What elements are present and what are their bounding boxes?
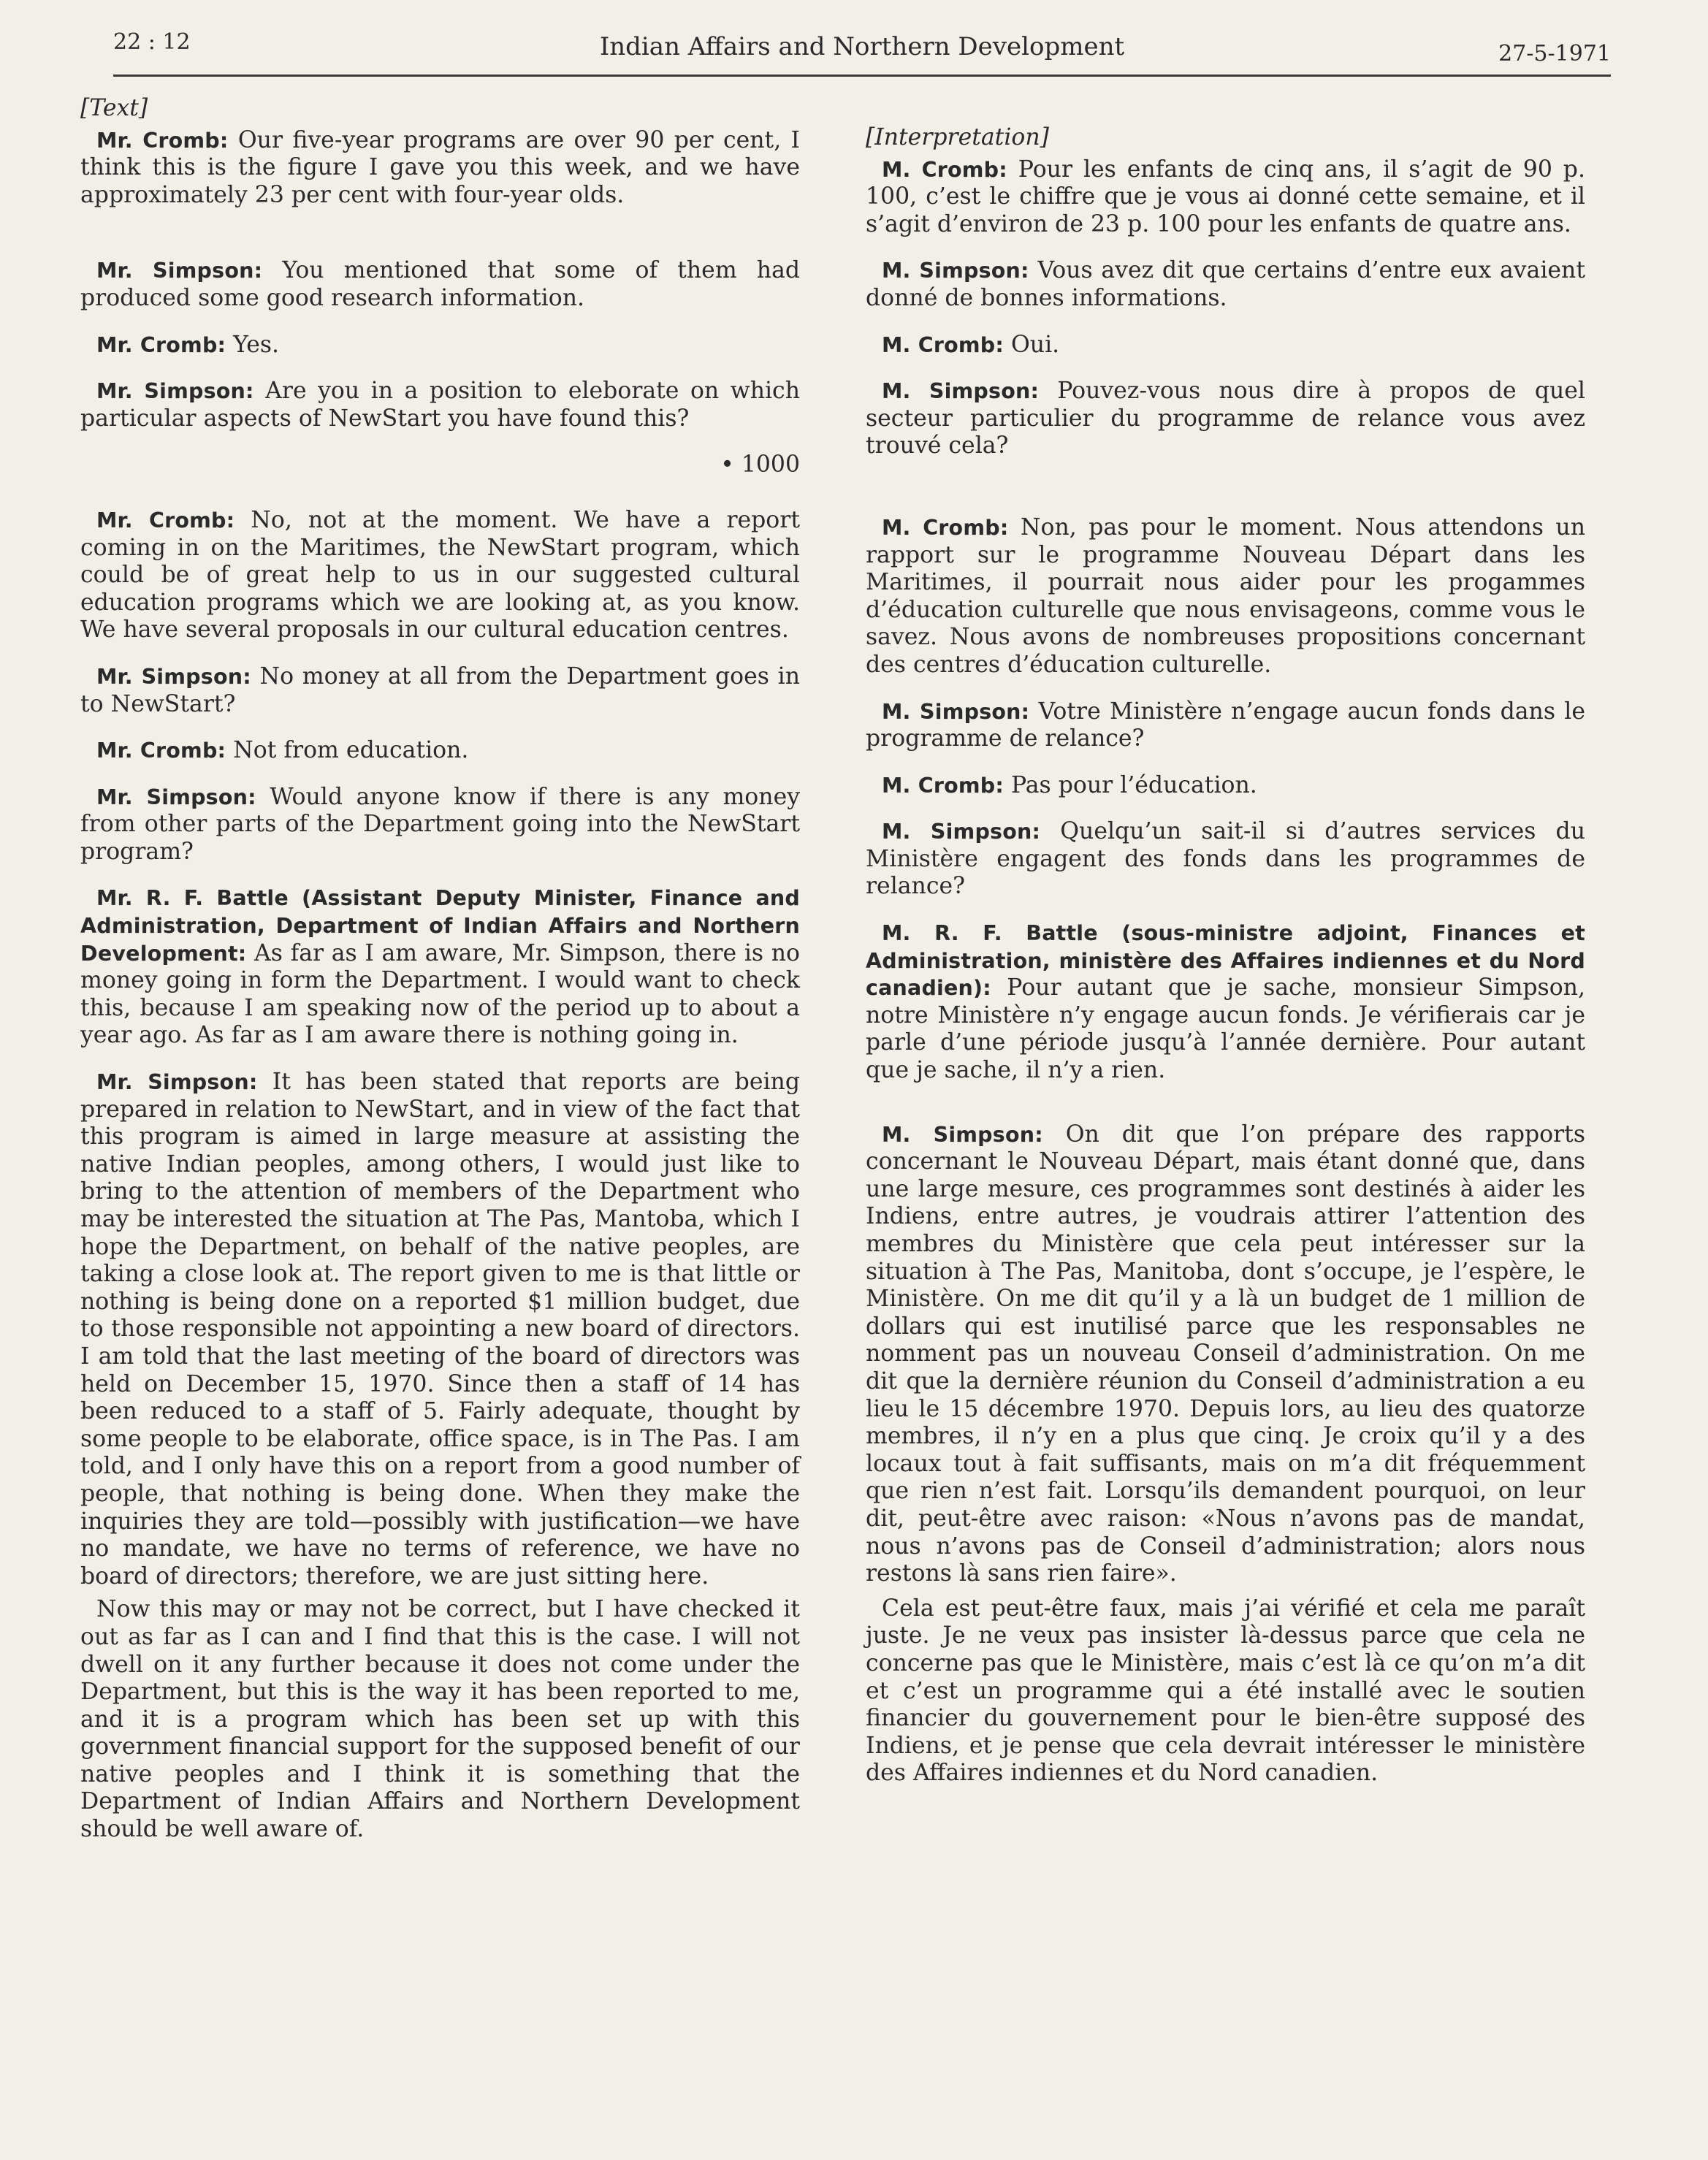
speech-text: Quelqu’un sait-il si d’autres services du Ministère engagent des fonds dans les programmes de relance? <box>866 818 1585 900</box>
section-label-interpretation: [Interpretation] <box>866 124 1049 150</box>
speaker-label: Mr. Cromb: <box>96 739 226 763</box>
paragraph-simpson-4 <box>866 818 1585 901</box>
speaker-label: Mr. Simpson: <box>96 379 254 404</box>
paragraph-simpson-continued: Cela est peut-être faux, mais j’ai vérifié et cela me paraît juste. Je ne veux pas insister là-dessus parce que cela ne concerne pas que le Ministère, mais c’est là ce qu’on m’a dit et c’est un programme qui a été installé avec le soutien financier du gouvernement pour le bien-être supposé des Indiens, et je pense que cela devrait intéresser le ministère des Affaires indiennes et du Nord canadien. <box>866 1595 1585 1787</box>
speaker-label: M. R. F. Battle (sous-ministre adjoint, Finances et Administration, ministère des Affaires indiennes et du Nord canadien): <box>866 921 1585 1001</box>
speaker-label: Mr. Simpson: <box>96 259 263 283</box>
speech-text: Non, pas pour le moment. Nous attendons un rapport sur le programme Nouveau Départ dans les Maritimes, il pourrait nous aider pour les progammes d’éducation culturelle que nous envisageons, comme vous le savez. Nous avons de nombreuses propositions concernant des centres d’éducation culturelle. <box>866 514 1585 678</box>
speech-text: You mentioned that some of them had produced some good research information. <box>80 257 801 311</box>
speech-text: No, not at the moment. We have a report coming in on the Maritimes, the NewStart program, which could be of great help to us in our suggested cultural education programs which we are looking at, as you know. We have several proposals in our cultural education centres. <box>80 506 800 644</box>
time-marker: • 1000 <box>720 451 800 478</box>
speech-text: Pouvez-vous nous dire à propos de quel secteur particulier du programme de relance vous avez trouvé cela? <box>866 378 1585 459</box>
speaker-label: M. Simpson: <box>882 699 1030 724</box>
speech-text: Oui. <box>1003 331 1060 358</box>
paragraph-simpson-2 <box>80 378 800 432</box>
english-column <box>80 95 800 1863</box>
speaker-label: Mr. Cromb: <box>96 508 235 533</box>
speech-text: As far as I am aware, Mr. Simpson, there is no money going in form the Department. I would want to check this, because I am speaking now of the period up to about a year ago. As far as I am aware there is nothing going in. <box>80 939 800 1049</box>
paragraph-cromb-3 <box>866 514 1585 679</box>
page-number: 22 : 12 <box>113 29 191 55</box>
running-title: Indian Affairs and Northern Development <box>599 32 1125 61</box>
speech-text: It has been stated that reports are being prepared in relation to NewStart, and in view of the fact that this program is aimed in large measure at assisting the native Indian peoples, among others, I would just like to bring to the attention of members of the Department who may be interested the situation at The Pas, Mantoba, which I hope the Department, on behalf of the native peoples, are taking a close look at. The report given to me is that little or nothing is being done on a reported $1 million budget, due to those responsible not appointing a new board of directors. I am told that the last meeting of the board of directors was held on December 15, 1970. Since then a staff of 14 has been reduced to a staff of 5. Fairly adequate, thought by some people to be elaborate, office space, is in The Pas. I am told, and I only have this on a report from a good number of people, that nothing is being done. When they make the inquiries they are told—possibly with justification—we have no mandate, we have no terms of reference, we have no board of directors; therefore, we are just sitting here. <box>80 1069 801 1590</box>
speaker-label: Mr. R. F. Battle (Assistant Deputy Minister, Finance and Administration, Department of Indian Affairs and Northern Development: <box>80 886 800 966</box>
paragraph-simpson-5 <box>80 1069 800 1590</box>
speaker-label: M. Simpson: <box>882 1122 1043 1147</box>
speaker-label: Mr. Simpson: <box>96 664 251 689</box>
paragraph-simpson-3 <box>80 663 800 718</box>
speaker-label: M. Cromb: <box>882 332 1004 357</box>
speaker-label: Mr. Cromb: <box>96 128 229 153</box>
paragraph-cromb-4 <box>80 737 800 765</box>
section-label-text: [Text] <box>80 95 148 121</box>
french-column <box>866 95 1585 1806</box>
paragraph-simpson-2 <box>866 378 1585 460</box>
speech-text: No money at all from the Department goes in to NewStart? <box>80 663 800 717</box>
speech-text: Are you in a position to eleborate on which particular aspects of NewStart you have found this? <box>80 378 800 432</box>
paragraph-cromb-4 <box>866 772 1585 800</box>
speaker-label: M. Cromb: <box>882 515 1009 540</box>
paragraph-cromb-2 <box>80 332 800 359</box>
paragraph-simpson-1 <box>80 257 800 312</box>
speech-text: Would anyone know if there is any money from other parts of the Department going into the NewStart program? <box>80 783 801 865</box>
speech-text: Not from education. <box>226 737 469 764</box>
paragraph-cromb-1 <box>866 156 1585 239</box>
speech-text: Pour les enfants de cinq ans, il s’agit de 90 p. 100, c’est le chiffre que je vous ai donné cette semaine, et il s’agit d’environ de 23 p. 100 pour les enfants de quatre ans. <box>866 156 1585 237</box>
paragraph-simpson-5 <box>866 1121 1585 1588</box>
speaker-label: M. Cromb: <box>882 157 1007 182</box>
paragraph-simpson-1 <box>866 257 1585 312</box>
paragraph-cromb-1 <box>80 127 800 210</box>
speaker-label: Mr. Simpson: <box>96 785 256 809</box>
page-date: 27-5-1971 <box>1498 41 1611 66</box>
speaker-label: M. Simpson: <box>882 259 1029 283</box>
speech-text: On dit que l’on prépare des rapports concernant le Nouveau Départ, mais étant donné que, dans une large mesure, ces programmes sont destinés à aider les Indiens, entre autres, je voudrais attirer l’attention des membres du Ministère que cela peut intéresser sur la situation à The Pas, Manitoba, dont s’occupe, je l’espère, le Ministère. On me dit qu’il y a là un budget de 1 million de dollars qui est inutilisé parce que les responsables ne nomment pas un nouveau Conseil d’administration. On me dit que la dernière réunion du Conseil d’administration a eu lieu le 15 décembre 1970. Depuis lors, au lieu des quatorze membres, il n’y en a plus que cinq. Je croix qu’il y a des locaux tout à fait suffisants, mais on m’a dit fréquemment que rien n’est fait. Lorsqu’ils demandent pourquoi, on leur dit, peut-être avec raison: «Nous n’avons pas de mandat, nous n’avons pas de Conseil d’administration; alors nous restons là sans rien faire». <box>866 1121 1585 1587</box>
paragraph-simpson-3 <box>866 698 1585 753</box>
paragraph-simpson-4 <box>80 784 800 866</box>
paragraph-simpson-continued: Now this may or may not be correct, but I have checked it out as far as I can and I find that this is the case. I will not dwell on it any further because it does not come under the Department, but this is the way it has been reported to me, and it is a program which has been set up with this government financial support for the supposed benefit of our native peoples and I think it is something that the Department of Indian Affairs and Northern Development should be well aware of. <box>80 1596 800 1843</box>
speech-text: Our five-year programs are over 90 per cent, I think this is the figure I gave you this week, and we have approximately 23 per cent with four-year olds. <box>80 126 800 208</box>
speech-text: Pas pour l’éducation. <box>1003 771 1257 798</box>
speaker-label: Mr. Simpson: <box>96 1070 258 1095</box>
page-header <box>113 28 1611 77</box>
speech-text: Vous avez dit que certains d’entre eux avaient donné de bonnes informations. <box>866 257 1586 311</box>
speech-text: Votre Ministère n’engage aucun fonds dans le programme de relance? <box>866 698 1585 752</box>
paragraph-battle <box>80 885 800 1050</box>
speech-text: Yes. <box>226 331 280 358</box>
paragraph-cromb-2 <box>866 332 1585 359</box>
speaker-label: Mr. Cromb: <box>96 332 226 357</box>
speaker-label: M. Simpson: <box>882 379 1040 404</box>
paragraph-cromb-3 <box>80 507 800 644</box>
speaker-label: M. Simpson: <box>882 820 1041 844</box>
speech-text: Pour autant que je sache, monsieur Simpson, notre Ministère n’y engage aucun fonds. Je vérifierais car je parle d’une période jusqu’à l’année dernière. Pour autant que je sache, il n’y a rien. <box>866 974 1585 1084</box>
paragraph-battle <box>866 920 1585 1085</box>
speaker-label: M. Cromb: <box>882 773 1004 798</box>
